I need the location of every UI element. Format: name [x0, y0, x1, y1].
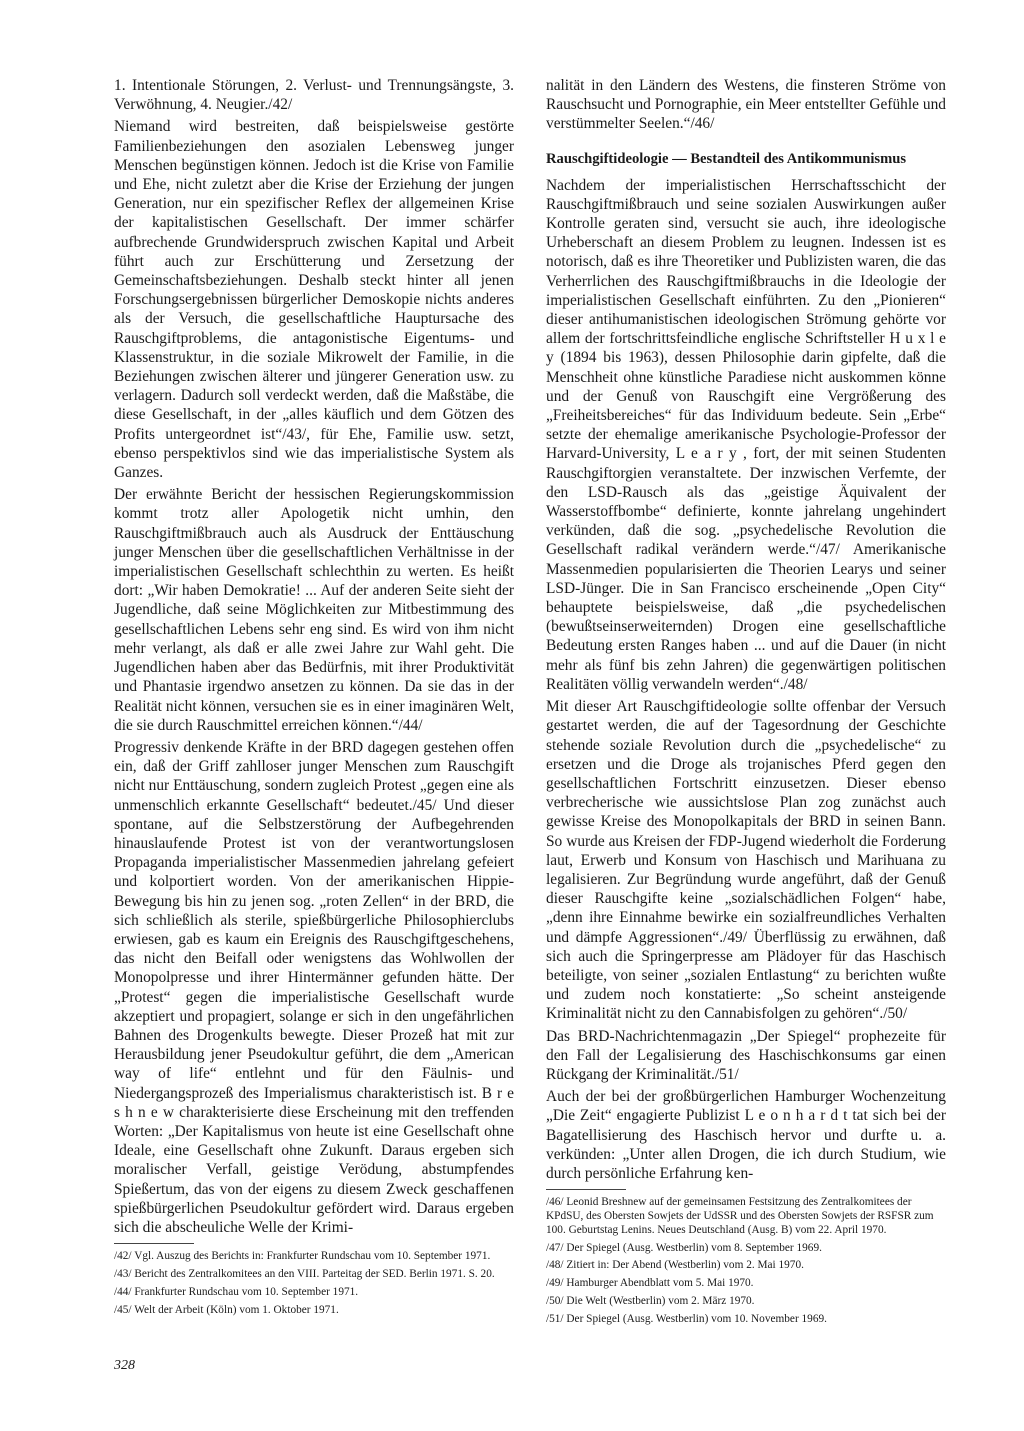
- page-number: 328: [114, 1358, 135, 1373]
- paragraph: Auch der bei der großbürgerlichen Hamburger Wochenzeitung „Die Zeit“ engagierte Publizist L e o n h a r d t tat sich bei der Bagatellisierung des Haschisch hervor und durfte u. a. verkünden: „Unter allen Drogen, die ich durch Studium, wie durch persönliche Erfahrung ken-: [546, 1088, 946, 1182]
- footnote-45: /45/ Welt der Arbeit (Köln) vom 1. Oktober 1971.: [114, 1303, 339, 1316]
- lead-paragraph: nalität in den Ländern des Westens, die finsteren Ströme von Rauschsucht und Pornographie, ein Meer entstellter Gefühle und verstümmelter Seelen.“/46/: [546, 77, 946, 133]
- right-column: [546, 76, 946, 1331]
- footnote-47: /47/ Der Spiegel (Ausg. Westberlin) vom 8. September 1969.: [546, 1241, 822, 1254]
- footnote-46: /46/ Leonid Breshnew auf der gemeinsamen Festsitzung des Zentralkomitees der KPdSU, des Obersten Sowjets der UdSSR und des Obersten Sowjets der RSFSR zum 100. Geburtstag Lenins. Neues Deutschland (Ausg. B) vom 22. April 1970.: [546, 1196, 934, 1236]
- paragraph: Nachdem der imperialistischen Herrschaftsschicht der Rauschgiftmißbrauch und seine sozialen Auswirkungen außer Kontrolle geraten sind, versucht sie auch, ihre ideologische Urheberschaft an diesem Problem zu leugnen. Indessen ist es notorisch, daß es ihre Theoretiker und Publizisten waren, die das Verherrlichen des Rauschgiftmißbrauchs in die Ideologie der imperialistischen Gesellschaft einführten. Zu den „Pionieren“ dieser antihumanistischen ideologischen Strömung gehörte vor allem der fortschrittsfeindliche englische Schriftsteller H u x l e y (1894 bis 1963), dessen Philosophie darin gipfelte, daß die Menschheit ohne künstliche Paradiese nicht auskommen könne und der Genuß von Rauschgift eine Vergrößerung des „Freiheitsbereiches“ für das Individuum bedeute. Sein „Erbe“ setzte der ehemalige amerikanische Psychologie-Professor der Harvard-University, L e a r y , fort, der mit seinen Studenten Rauschgiftorgien veranstaltete. Der inzwischen Verfemte, der den LSD-Rausch als das „geistige Äquivalent der Wasserstoffbombe“ definierte, konnte jahrelang ungehindert verkünden, daß die sog. „psychedelische Revolution die Gesellschaft radikal verändern werde.“/47/ Amerikanische Massenmedien popularisierten die Theorien Learys und seiner LSD-Jünger. Die in San Francisco erscheinende „Open City“ behauptete beispielsweise, daß „die psychedelischen (bewußtseinserweiternden) Drogen eine gesellschaftliche Bedeutung ersten Ranges haben ... und auf die Dauer (in nicht mehr als fünf bis zehn Jahren) die gegenwärtigen politischen Realitäten völlig verwandeln werden“./48/: [546, 176, 946, 693]
- paragraph: Der erwähnte Bericht der hessischen Regierungskommission kommt trotz aller Apologetik nicht umhin, den Rauschgiftmißbrauch auch als Ausdruck der Enttäuschung junger Menschen über die gesellschaftlichen Verhältnisse in der imperialistischen Gesellschaft schlechthin zu werten. Es heißt dort: „Wir haben Demokratie! ... Auf der anderen Seite sieht der Jugendliche, daß seine Möglichkeiten zur Mitbestimmung des gesellschaftlichen Lebens sehr eng sind. Es wird von ihm nicht mehr verlangt, als daß er alle zwei Jahre zur Wahl geht. Die Jugendlichen haben aber das Bedürfnis, mit ihrer Produktivität und Phantasie irgendwo ansetzen zu können. Da sie das in der Realität nicht können, versuchen sie es in einer imaginären Welt, die sie durch Rauschmittel erreichen können.“/44/: [114, 486, 514, 734]
- footnote-rule: [546, 1189, 626, 1190]
- paragraph: Niemand wird bestreiten, daß beispielsweise gestörte Familienbeziehungen den asozialen Lebensweg junger Menschen begünstigen können. Jedoch ist die Krise von Familie und Ehe, nicht zuletzt aber die Krise der Erziehung der jungen Generation, nur ein spezifischer Reflex der allgemeinen Krise der kapitalistischen Gesellschaft. Der immer schärfer aufbrechende Grundwiderspruch zwischen Kapital und Arbeit führt auch zur Erschütterung und Zersetzung der Gemeinschaftsbeziehungen. Deshalb steckt hinter all jenen Forschungsergebnissen bürgerlicher Demoskopie nichts anderes als der Versuch, die gesellschaftliche Hauptursache des Rauschgiftproblems, die antagonistische Eigentums- und Klassenstruktur, in die soziale Mikrowelt der Familie, in die Beziehungen zwischen älterer und jüngerer Generation usw. zu verlagern. Dadurch soll verdeckt werden, daß die Maßstäbe, die diese Gesellschaft, in der „alles käuflich und dem Götzen des Profits untergeordnet ist“/43/, für Ehe, Familie usw. setzt, ebenso perspektivlos sind wie das imperialistische System als Ganzes.: [114, 118, 514, 482]
- footnotes-left: [114, 1243, 514, 1317]
- footnote-50: /50/ Die Welt (Westberlin) vom 2. März 1970.: [546, 1294, 755, 1307]
- paragraph: Progressiv denkende Kräfte in der BRD dagegen gestehen offen ein, daß der Griff zahlloser junger Menschen zum Rauschgift nicht nur Enttäuschung, sondern zugleich Protest „gegen eine als unmenschlich erkannte Gesellschaft“ bedeutet./45/ Und dieser spontane, auf die Selbstzerstörung der Aufbegehrenden hinauslaufende Protest ist von der verantwortungslosen Propaganda imperialistischer Massenmedien jahrelang gefeiert und kolportiert worden. Von der amerikanischen Hippie-Bewegung bis hin zu jenen sog. „roten Zellen“ in der BRD, die sich schließlich als sterile, spießbürgerliche Philosophierclubs erwiesen, gab es kaum ein Ereignis des Rauschgiftgeschehens, das nicht den Beifall oder wenigstens das Wohlwollen der Monopolpresse und ihrer Hintermänner gefunden hätte. Der „Protest“ gegen die imperialistische Gesellschaft wurde akzeptiert und propagiert, solange er sich in den ungefährlichen Bahnen des Drogenkults bewegte. Dieser Prozeß hat mit zur Herausbildung jener Pseudokultur geführt, die dem „American way of life“ entlehnt und für den Fäulnis- und Niedergangsprozeß des Imperialismus charakteristisch ist. B r e s h n e w charakterisierte diese Erscheinung mit den treffenden Worten: „Der Kapitalismus von heute ist eine Gesellschaft ohne Ideale, eine Gesellschaft ohne Zukunft. Daraus ergeben sich moralischer Verfall, geistige Verödung, abstumpfendes Spießertum, das von der eigens zu diesem Zweck geschaffenen spießbürgerlichen Pseudokultur gefördert wird. Daraus ergeben sich die abscheuliche Welle der Krimi-: [114, 738, 514, 1236]
- paragraph: Das BRD-Nachrichtenmagazin „Der Spiegel“ prophezeite für den Fall der Legalisierung des Haschischkonsums gar einen Rückgang der Kriminalität./51/: [546, 1027, 946, 1083]
- footnote-48: /48/ Zitiert in: Der Abend (Westberlin) vom 2. Mai 1970.: [546, 1259, 804, 1272]
- footnote-rule: [114, 1243, 194, 1244]
- footnote-49: /49/ Hamburger Abendblatt vom 5. Mai 1970.: [546, 1277, 754, 1290]
- footnotes-right: [546, 1189, 946, 1326]
- footnote-43: /43/ Bericht des Zentralkomitees an den VIII. Parteitag der SED. Berlin 1971. S. 20.: [114, 1267, 495, 1280]
- left-column: [114, 76, 514, 1321]
- section-heading: Rauschgiftideologie — Bestandteil des Antikommunismus: [546, 150, 907, 167]
- paragraph: 1. Intentionale Störungen, 2. Verlust- und Trennungsängste, 3. Verwöhnung, 4. Neugier./42/: [114, 77, 514, 114]
- footnote-51: /51/ Der Spiegel (Ausg. Westberlin) vom 10. November 1969.: [546, 1312, 827, 1325]
- paragraph: Mit dieser Art Rauschgiftideologie sollte offenbar der Versuch gestartet werden, die auf der Tagesordnung der Geschichte stehende soziale Revolution durch die „psychedelische“ zu ersetzen und die Droge als trojanisches Pferd gegen den gesellschaftlichen Fortschritt einzusetzen. Dieser ebenso verbrecherische wie aussichtslose Plan zog zunächst auch gewisse Kreise des Monopolkapitals der BRD in seinen Bann. So wurde aus Kreisen der FDP-Jugend wiederholt die Forderung laut, Erwerb und Konsum von Haschisch und Marihuana zu legalisieren. Zur Begründung wurde angeführt, daß der Genuß dieser Rauschgifte keine „sozialschädlichen Folgen“ habe, „denn ihre Einnahme bewirke ein sozialfreundliches Verhalten und dämpfe Aggressionen“./49/ Überflüssig zu erwähnen, daß sich auch die Springerpresse am Plädoyer für das Haschisch beteiligte, von seiner „sozialen Entlastung“ zu berichten wußte und zudem noch konstatierte: „So scheint ansteigende Kriminalität nicht zu den Cannabisfolgen zu gehören“./50/: [546, 698, 946, 1023]
- footnote-42: /42/ Vgl. Auszug des Berichts in: Frankfurter Rundschau vom 10. September 1971.: [114, 1250, 491, 1263]
- footnote-44: /44/ Frankfurter Rundschau vom 10. September 1971.: [114, 1285, 359, 1298]
